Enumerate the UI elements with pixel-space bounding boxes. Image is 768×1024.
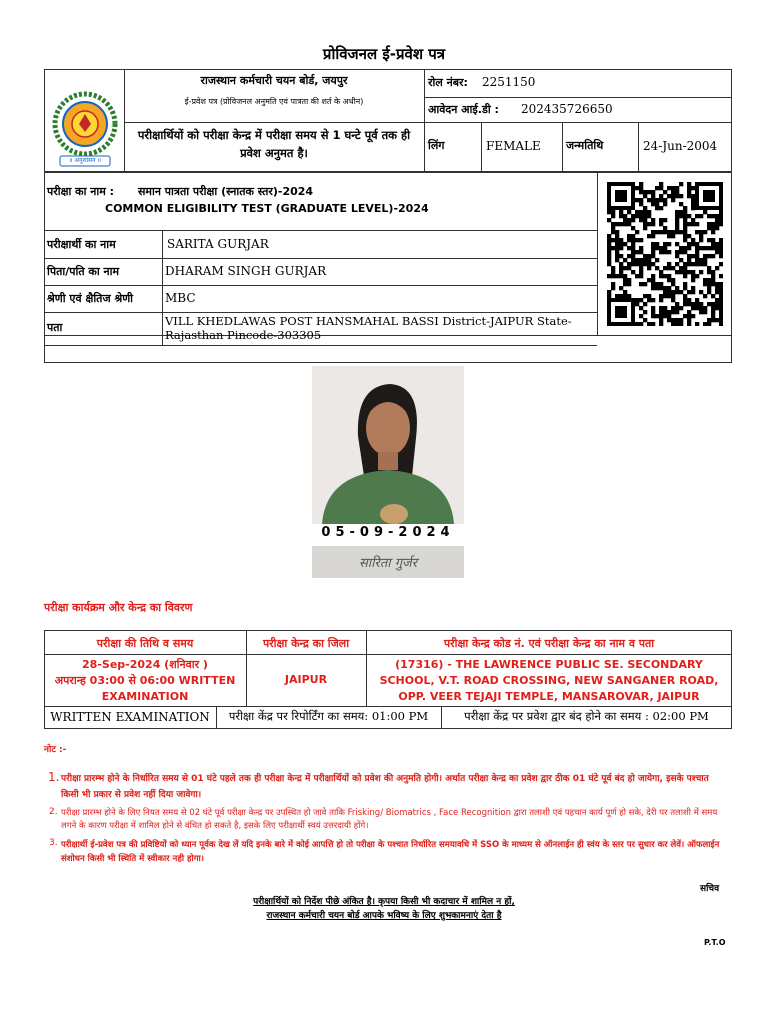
- candidate-name-label: परीक्षार्थी का नाम: [47, 238, 116, 251]
- gender-value: FEMALE: [486, 139, 541, 153]
- photo-date: 05-09-2024: [321, 525, 455, 540]
- reporting-time: परीक्षा केंद्र पर रिपोर्टिंग का समय: 01:00 PM: [228, 709, 429, 723]
- logo-motto: ॥ अनुशासन ॥: [69, 157, 101, 164]
- application-id: 202435726650: [521, 102, 613, 116]
- note-2-number: 2.: [49, 807, 58, 817]
- footer-line-2: [0, 908, 768, 921]
- col-district-header: परीक्षा केन्द्र का जिला: [262, 637, 350, 650]
- note-3-number: 3.: [49, 838, 58, 848]
- page-title: प्रोविजनल ई-प्रवेश पत्र: [322, 45, 446, 63]
- category-value: MBC: [165, 291, 196, 305]
- category-label: श्रेणी एवं क्षैतिज श्रेणी: [47, 292, 134, 305]
- note-3: परीक्षार्थी ई-प्रवेश पत्र की प्रविष्टियों को ध्यान पूर्वक देख लें यदि इनके बारे में कोई आपत्ति हो तो परीक्षा के पश्चात निर्धारित समयावधि में SSO के माध्यम से ऑनलाईन ही स्वंय के स्तर पर सुधार कर लेवें। ऑफलाईन संशोधन किसी भी स्थिति में स्वीकार नही होगा।: [61, 840, 720, 864]
- note-1-number: 1.: [48, 770, 60, 784]
- exam-district: JAIPUR: [284, 673, 328, 686]
- dob-value: 24-Jun-2004: [643, 139, 718, 153]
- footer-line-2-text: राजस्थान कर्मचारी चयन बोर्ड आपके भविष्य के लिए शुभकामनाएं देता है: [266, 911, 502, 921]
- address-label: पता: [47, 321, 63, 334]
- rssb-logo: [46, 86, 124, 168]
- roll-label: रोल नंबर:: [428, 76, 468, 89]
- note-1: परीक्षा प्रारम्भ होने के निर्धारित समय से 01 घंटे पहले तक ही परीक्षा केन्द्र में परीक्षार्थियों को प्रवेश की अनुमति होगी। अर्थात परीक्षा केन्द्र का प्रवेश द्वार ठीक 01 घंटे पूर्व बंद हो जायेगा, इसके पश्चात किसी भी प्रकार से प्रवेश नहीं दिया जावेगा।: [61, 774, 709, 800]
- address-value: VILL KHEDLAWAS POST HANSMAHAL BASSI District-JAIPUR State-Rajasthan Pincode-303305: [165, 314, 572, 342]
- father-name-label: पिता/पति का नाम: [47, 265, 120, 278]
- exam-type: WRITTEN EXAMINATION: [50, 710, 210, 724]
- col-center-header: परीक्षा केन्द्र कोड नं. एवं परीक्षा केन्द्र का नाम व पता: [443, 637, 655, 650]
- application-id-label: आवेदन आई.डी :: [428, 103, 499, 116]
- notes-label: नोट :-: [44, 745, 67, 755]
- footer-line-1: [0, 894, 768, 907]
- exam-name-label: परीक्षा का नाम :: [47, 185, 115, 198]
- exam-center: (17316) - THE LAWRENCE PUBLIC SE. SECONDARY SCHOOL, V.T. ROAD CROSSING, NEW SANGANER ROAD, OPP. VEER TEJAJI TEMPLE, MANSAROVAR, JAIPUR: [379, 658, 719, 703]
- entry-notice: परीक्षार्थियों को परीक्षा केन्द्र में परीक्षा समय से 1 घन्टे पूर्व तक ही प्रवेश अनुमत है।: [137, 128, 411, 160]
- footer-line-1-text: परीक्षार्थियों को निर्देश पीछे अंकित है। कृपया किसी भी कदाचार में शामिल न हों,: [253, 897, 515, 907]
- candidate-signature: [312, 546, 464, 578]
- exam-name-english: COMMON ELIGIBILITY TEST (GRADUATE LEVEL)-2024: [105, 202, 429, 215]
- candidate-photo: [312, 366, 464, 524]
- secretary-label: सचिव: [700, 884, 720, 894]
- qr-code: [607, 182, 723, 326]
- dob-label: जन्मतिथि: [566, 139, 604, 152]
- admit-subtitle: ई-प्रवेश पत्र (प्रोविजनल अनुमति एवं पात्रता की शर्त के अधीन): [184, 97, 364, 106]
- roll-number: 2251150: [482, 75, 536, 89]
- gender-label: लिंग: [428, 139, 445, 152]
- father-name: DHARAM SINGH GURJAR: [165, 264, 327, 278]
- exam-name-hindi: समान पात्रता परीक्षा (स्नातक स्तर)-2024: [138, 185, 314, 198]
- exam-date: 28-Sep-2024 (शनिवार ): [82, 658, 208, 671]
- exam-time: अपरान्ह 03:00 से 06:00 WRITTEN EXAMINATION: [54, 674, 236, 703]
- gate-closing-time: परीक्षा केंद्र पर प्रवेश द्वार बंद होने का समय : 02:00 PM: [464, 709, 709, 723]
- candidate-name: SARITA GURJAR: [167, 237, 269, 251]
- schedule-heading: परीक्षा कार्यक्रम और केन्द्र का विवरण: [44, 601, 193, 614]
- org-name: राजस्थान कर्मचारी चयन बोर्ड, जयपुर: [200, 74, 348, 87]
- pto-label: P.T.O: [704, 938, 726, 947]
- col-date-header: परीक्षा की तिथि व समय: [96, 637, 194, 650]
- signature-text: सारिता गुर्जर: [358, 556, 418, 571]
- note-2: परीक्षा प्रारम्भ होने के लिए नियत समय से 02 घंटे पूर्व परीक्षा केन्द्र पर उपस्थित हो जावे ताकि Frisking/ Biomatrics , Face Recognition द्वारा तलाशी एवं पहचान कार्य पूर्ण हो सके, देरी पर तलाशी में समय लगने के कारण परीक्षा में शामिल होने से वंचित हो सकते है, इसके लिए परीक्षार्थी स्वयं उत्तरदायी होंगे।: [61, 808, 718, 831]
